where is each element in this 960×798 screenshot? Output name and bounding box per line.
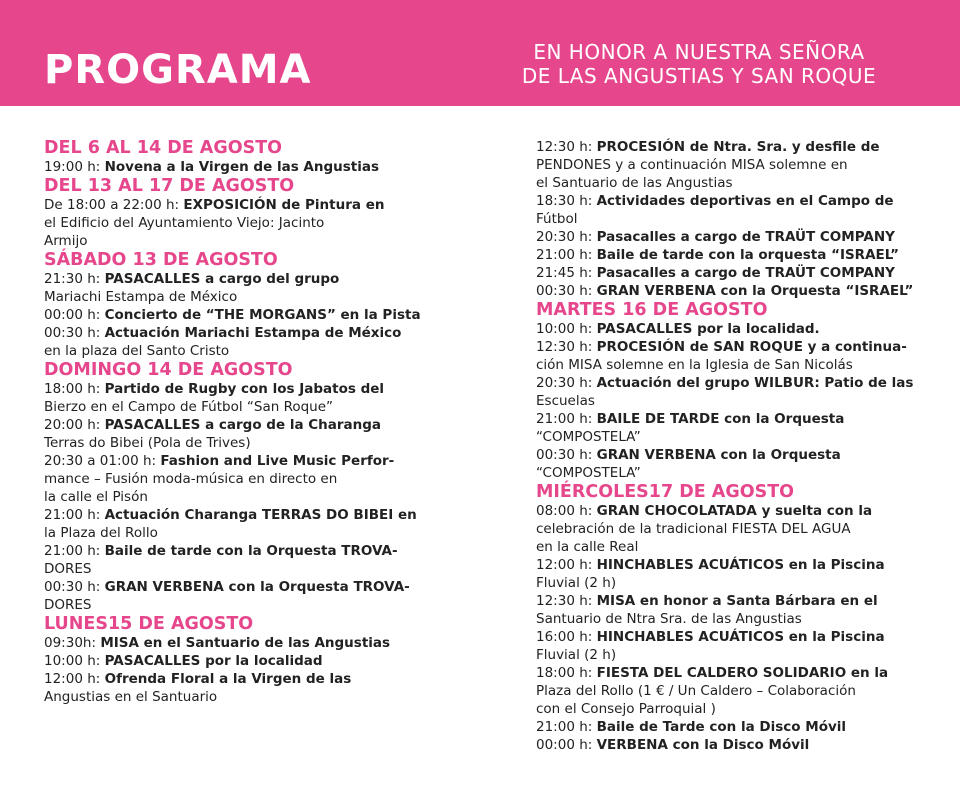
event-description: la calle el Pisón bbox=[44, 489, 148, 505]
event-line bbox=[44, 324, 434, 342]
event-line bbox=[44, 416, 434, 434]
event-description: Plaza del Rollo (1 € / Un Caldero – Colaboración bbox=[536, 683, 856, 699]
event-line bbox=[536, 246, 922, 264]
event-line bbox=[536, 374, 922, 392]
event-time: 18:00 h: bbox=[536, 665, 593, 681]
event-time: 20:30 h: bbox=[536, 229, 593, 245]
event-description: GRAN CHOCOLATADA y suelta con la bbox=[596, 503, 873, 519]
event-line bbox=[44, 306, 434, 324]
event-description: Pasacalles a cargo de TRAÜT COMPANY bbox=[596, 265, 895, 281]
event-time: 12:30 h: bbox=[536, 139, 593, 155]
event-description: el Edificio del Ayuntamiento Viejo: Jacinto bbox=[44, 215, 325, 231]
event-description: Baile de tarde con la orquesta “ISRAEL” bbox=[596, 247, 899, 263]
event-line bbox=[536, 282, 922, 300]
event-description: Fútbol bbox=[536, 211, 578, 227]
event-line bbox=[536, 228, 922, 246]
event-line bbox=[536, 320, 922, 338]
event-description: Concierto de “THE MORGANS” en la Pista bbox=[104, 307, 421, 323]
subtitle-line: EN HONOR A NUESTRA SEÑORA bbox=[533, 40, 865, 64]
day-heading: MARTES 16 DE AGOSTO bbox=[536, 300, 768, 320]
day-heading: DEL 13 AL 17 DE AGOSTO bbox=[44, 176, 295, 196]
event-description: Baile de Tarde con la Disco Móvil bbox=[596, 719, 847, 735]
event-description: Fluvial (2 h) bbox=[536, 647, 617, 663]
event-time: 12:30 h: bbox=[536, 593, 593, 609]
event-line bbox=[536, 446, 922, 464]
event-description: el Santuario de las Angustias bbox=[536, 175, 733, 191]
event-time: 16:00 h: bbox=[536, 629, 593, 645]
event-description: GRAN VERBENA con la Orquesta TROVA- bbox=[104, 579, 410, 595]
event-description: Baile de tarde con la Orquesta TROVA- bbox=[104, 543, 398, 559]
event-time: 00:00 h: bbox=[536, 737, 593, 753]
event-line bbox=[44, 506, 434, 524]
event-time: 20:30 a 01:00 h: bbox=[44, 453, 157, 469]
event-description: PASACALLES a cargo del grupo bbox=[104, 271, 340, 287]
event-description: Terras do Bibei (Pola de Trives) bbox=[44, 435, 251, 451]
event-description: PASACALLES por la localidad. bbox=[596, 321, 820, 337]
header-banner bbox=[0, 0, 960, 106]
event-description: Armijo bbox=[44, 233, 88, 249]
event-line bbox=[44, 452, 434, 470]
event-description: Actividades deportivas en el Campo de bbox=[596, 193, 894, 209]
day-heading: DOMINGO 14 DE AGOSTO bbox=[44, 360, 293, 380]
event-description: Fluvial (2 h) bbox=[536, 575, 617, 591]
event-line bbox=[536, 502, 922, 520]
event-description: “COMPOSTELA” bbox=[536, 429, 641, 445]
event-time: 10:00 h: bbox=[44, 653, 101, 669]
event-description: PASACALLES a cargo de la Charanga bbox=[104, 417, 382, 433]
page-subtitle bbox=[484, 40, 914, 88]
day-heading: SÁBADO 13 DE AGOSTO bbox=[44, 250, 278, 270]
event-description: MISA en el Santuario de las Angustias bbox=[100, 635, 391, 651]
day-section bbox=[44, 176, 434, 250]
event-time: 21:00 h: bbox=[536, 719, 593, 735]
event-time: De 18:00 a 22:00 h: bbox=[44, 197, 180, 213]
event-description: PROCESIÓN de Ntra. Sra. y desfile de bbox=[596, 139, 880, 155]
event-description: Pasacalles a cargo de TRAÜT COMPANY bbox=[596, 229, 895, 245]
event-time: 12:30 h: bbox=[536, 339, 593, 355]
day-section bbox=[44, 614, 434, 706]
event-line bbox=[44, 158, 434, 176]
day-section-continued bbox=[536, 138, 922, 300]
event-description: Fashion and Live Music Perfor- bbox=[160, 453, 395, 469]
event-description: mance – Fusión moda-música en directo en bbox=[44, 471, 338, 487]
event-line bbox=[44, 670, 434, 688]
event-description: VERBENA con la Disco Móvil bbox=[596, 737, 810, 753]
subtitle-line: DE LAS ANGUSTIAS Y SAN ROQUE bbox=[521, 64, 877, 88]
event-time: 00:30 h: bbox=[44, 579, 101, 595]
event-description: Angustias en el Santuario bbox=[44, 689, 218, 705]
event-description: MISA en honor a Santa Bárbara en el bbox=[596, 593, 878, 609]
event-description: “COMPOSTELA” bbox=[536, 465, 641, 481]
event-description: PENDONES y a continuación MISA solemne en bbox=[536, 157, 848, 173]
day-section bbox=[44, 250, 434, 360]
event-time: 12:00 h: bbox=[44, 671, 101, 687]
event-time: 20:00 h: bbox=[44, 417, 101, 433]
event-line bbox=[536, 592, 922, 610]
day-section bbox=[536, 482, 922, 754]
event-line bbox=[536, 628, 922, 646]
day-heading: DEL 6 AL 14 DE AGOSTO bbox=[44, 138, 283, 158]
event-description: PROCESIÓN de SAN ROQUE y a continua- bbox=[596, 339, 907, 355]
event-line bbox=[536, 192, 922, 210]
event-description: Novena a la Virgen de las Angustias bbox=[104, 159, 380, 175]
event-line bbox=[536, 718, 922, 736]
event-line bbox=[44, 578, 434, 596]
event-line bbox=[536, 556, 922, 574]
event-time: 21:00 h: bbox=[536, 411, 593, 427]
event-line bbox=[536, 736, 922, 754]
event-description: FIESTA DEL CALDERO SOLIDARIO en la bbox=[596, 665, 889, 681]
event-time: 19:00 h: bbox=[44, 159, 101, 175]
event-line bbox=[44, 380, 434, 398]
event-description: GRAN VERBENA con la Orquesta bbox=[596, 447, 841, 463]
event-time: 10:00 h: bbox=[536, 321, 593, 337]
event-line bbox=[536, 410, 922, 428]
event-time: 18:00 h: bbox=[44, 381, 101, 397]
event-line bbox=[536, 338, 922, 356]
event-description: ción MISA solemne en la Iglesia de San Nicolás bbox=[536, 357, 853, 373]
event-description: la Plaza del Rollo bbox=[44, 525, 158, 541]
day-section bbox=[536, 300, 922, 482]
event-description: GRAN VERBENA con la Orquesta “ISRAEL” bbox=[596, 283, 914, 299]
event-description: EXPOSICIÓN de Pintura en bbox=[183, 197, 385, 213]
event-line bbox=[44, 634, 434, 652]
event-time: 20:30 h: bbox=[536, 375, 593, 391]
event-time: 12:00 h: bbox=[536, 557, 593, 573]
right-column bbox=[536, 138, 922, 754]
event-description: HINCHABLES ACUÁTICOS en la Piscina bbox=[596, 629, 885, 645]
event-description: Actuación Mariachi Estampa de México bbox=[104, 325, 402, 341]
event-time: 18:30 h: bbox=[536, 193, 593, 209]
event-description: Actuación Charanga TERRAS DO BIBEI en bbox=[104, 507, 417, 523]
event-line bbox=[44, 196, 434, 214]
page-title: PROGRAMA bbox=[44, 47, 312, 93]
event-description: Ofrenda Floral a la Virgen de las bbox=[104, 671, 352, 687]
event-description: en la plaza del Santo Cristo bbox=[44, 343, 230, 359]
event-description: celebración de la tradicional FIESTA DEL AGUA bbox=[536, 521, 851, 537]
event-line bbox=[44, 542, 434, 560]
day-section bbox=[44, 360, 434, 614]
event-line bbox=[44, 652, 434, 670]
event-time: 00:30 h: bbox=[44, 325, 101, 341]
left-column bbox=[44, 138, 434, 706]
event-time: 21:45 h: bbox=[536, 265, 593, 281]
event-description: Partido de Rugby con los Jabatos del bbox=[104, 381, 385, 397]
event-time: 00:30 h: bbox=[536, 447, 593, 463]
event-line bbox=[44, 270, 434, 288]
event-description: Escuelas bbox=[536, 393, 595, 409]
event-time: 21:30 h: bbox=[44, 271, 101, 287]
event-time: 21:00 h: bbox=[44, 507, 101, 523]
event-description: DORES bbox=[44, 561, 92, 577]
event-time: 21:00 h: bbox=[536, 247, 593, 263]
event-line bbox=[536, 138, 922, 156]
event-time: 21:00 h: bbox=[44, 543, 101, 559]
day-section bbox=[44, 138, 434, 176]
event-description: Bierzo en el Campo de Fútbol “San Roque” bbox=[44, 399, 334, 415]
event-description: HINCHABLES ACUÁTICOS en la Piscina bbox=[596, 557, 885, 573]
day-heading: MIÉRCOLES17 DE AGOSTO bbox=[536, 482, 795, 502]
event-description: Mariachi Estampa de México bbox=[44, 289, 238, 305]
event-line bbox=[536, 664, 922, 682]
event-description: BAILE DE TARDE con la Orquesta bbox=[596, 411, 845, 427]
event-line bbox=[536, 264, 922, 282]
event-description: en la calle Real bbox=[536, 539, 639, 555]
event-description: con el Consejo Parroquial ) bbox=[536, 701, 716, 717]
day-heading: LUNES15 DE AGOSTO bbox=[44, 614, 254, 634]
event-description: Actuación del grupo WILBUR: Patio de las bbox=[596, 375, 914, 391]
event-description: Santuario de Ntra Sra. de las Angustias bbox=[536, 611, 802, 627]
event-time: 08:00 h: bbox=[536, 503, 593, 519]
event-time: 00:00 h: bbox=[44, 307, 101, 323]
event-time: 09:30h: bbox=[44, 635, 97, 651]
event-description: PASACALLES por la localidad bbox=[104, 653, 323, 669]
event-description: DORES bbox=[44, 597, 92, 613]
event-time: 00:30 h: bbox=[536, 283, 593, 299]
